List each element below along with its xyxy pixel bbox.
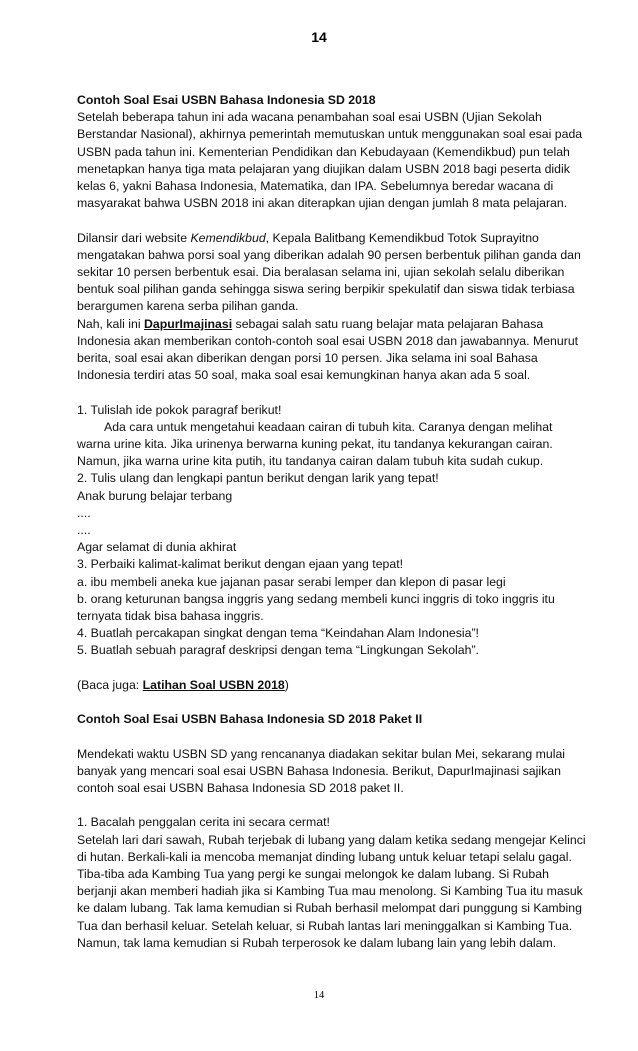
pantun-line-1: Anak burung belajar terbang bbox=[77, 488, 233, 503]
header-page-number: 14 bbox=[311, 29, 327, 45]
baca-juga-line bbox=[77, 677, 587, 694]
dapurimajinasi-link[interactable]: DapurImajinasi bbox=[143, 316, 233, 331]
spacer bbox=[77, 212, 587, 229]
question-1-text: Ada cara untuk mengetahui keadaan cairan di tubuh kita. Caranya dengan melihat warna urine kita. Jika urinenya berwarna kuning pekat, itu tandanya kekurangan cairan. Namun, jika warna urine kita putih, itu tandanya cairan dalam tubuh kita sudah cukup. bbox=[77, 419, 553, 469]
section1-title: Contoh Soal Esai USBN Bahasa Indonesia SD 2018 bbox=[77, 93, 376, 107]
question-1: 1. Tulislah ide pokok paragraf berikut! bbox=[77, 402, 282, 417]
question-3: 3. Perbaiki kalimat-kalimat berikut dengan ejaan yang tepat! bbox=[77, 557, 404, 572]
p2-text-a: Dilansir dari website bbox=[77, 230, 191, 245]
article-body bbox=[77, 92, 587, 952]
question-2: 2. Tulis ulang dan lengkapi pantun berikut dengan larik yang tepat! bbox=[77, 471, 439, 486]
section1-paragraph-2 bbox=[77, 230, 587, 316]
spacer bbox=[77, 660, 587, 677]
question-5: 5. Buatlah sebuah paragraf deskripsi dengan tema “Lingkungan Sekolah”. bbox=[77, 643, 479, 658]
spacer bbox=[77, 694, 587, 711]
baca-juga-suffix: ) bbox=[284, 677, 289, 692]
spacer bbox=[77, 728, 587, 745]
question-3-a: a. ibu membeli aneka kue jajanan pasar serabi lemper dan klepon di pasar legi bbox=[77, 574, 506, 589]
kemendikbud-italic: Kemendikbud bbox=[190, 230, 266, 245]
footer-page-number: 14 bbox=[313, 990, 325, 1001]
pantun-line-2: .... bbox=[77, 505, 91, 520]
p3-text-a: Nah, kali ini bbox=[77, 316, 144, 331]
spacer bbox=[77, 384, 587, 401]
section2-story: Setelah lari dari sawah, Rubah terjebak di lubang yang dalam ketika sedang mengejar Kelinci di hutan. Berkali-kali ia mencoba memanjat dinding lubang untuk keluar tetapi selalu gagal. Tiba-tiba ada Kambing Tua yang pergi ke sungai melongok ke dalam lubang. Si Rubah berjanji akan memberi hadiah jika si Kambing Tua mau menolong. Si Kambing Tua itu masuk ke dalam lubang. Tak lama kemudian si Rubah berhasil melompat dari punggung si Kambing Tua dan berhasil keluar. Setelah keluar, si Rubah lantas lari meninggalkan si Kambing Tua. Namun, tak lama kemudian si Rubah terperosok ke dalam lubang lain yang lebih dalam. bbox=[77, 832, 586, 950]
latihan-soal-link[interactable]: Latihan Soal USBN 2018 bbox=[142, 677, 285, 692]
question-4: 4. Buatlah percakapan singkat dengan tema “Keindahan Alam Indonesia”! bbox=[77, 626, 479, 641]
section1-paragraph-3 bbox=[77, 316, 587, 385]
section2-title: Contoh Soal Esai USBN Bahasa Indonesia SD 2018 Paket II bbox=[77, 712, 423, 727]
pantun-line-4: Agar selamat di dunia akhirat bbox=[77, 540, 237, 555]
baca-juga-prefix: (Baca juga: bbox=[77, 677, 143, 692]
section1-paragraph-1: Setelah beberapa tahun ini ada wacana penambahan soal esai USBN (Ujian Sekolah Berstandar Nasional), akhirnya pemerintah memutuskan untuk menggunakan soal esai pada USBN pada tahun ini. Kementerian Pendidikan dan Kebudayaan (Kemendikbud) pun telah menetapkan hanya tiga mata pelajaran yang diujikan dalam USBN 2018 bagi peserta didik kelas 6, yakni Bahasa Indonesia, Matematika, dan IPA. Sebelumnya beredar wacana di masyarakat bahwa USBN 2018 ini akan diterapkan ujian dengan jumlah 8 mata pelajaran. bbox=[77, 110, 583, 211]
section2-paragraph-1: Mendekati waktu USBN SD yang rencananya diadakan sekitar bulan Mei, sekarang mulai banyak yang mencari soal esai USBN Bahasa Indonesia. Berikut, DapurImajinasi sajikan contoh soal esai USBN Bahasa Indonesia SD 2018 paket II. bbox=[77, 746, 566, 796]
section2-question-1: 1. Bacalah penggalan cerita ini secara cermat! bbox=[77, 815, 330, 830]
p3-text-b: sebagai salah satu ruang belajar mata pelajaran Bahasa Indonesia akan memberikan contoh-contoh soal esai USBN 2018 dan jawabannya. Menurut berita, soal esai akan diberikan dengan porsi 10 persen. Jika selama ini soal Bahasa Indonesia terdiri atas 50 soal, maka soal esai kemungkinan hanya akan ada 5 soal. bbox=[77, 316, 579, 383]
p2-text-b: , Kepala Balitbang Kemendikbud Totok Suprayitno mengatakan bahwa porsi soal yang diberikan adalah 90 persen berbentuk pilihan ganda dan sekitar 10 persen berbentuk esai. Dia beralasan selama ini, ujian sekolah selalu diberikan bentuk soal pilihan ganda sehingga siswa sering berpikir spekulatif dan siswa tidak terbiasa berargumen karena serba pilihan ganda. bbox=[77, 230, 581, 314]
pantun-line-3: .... bbox=[77, 523, 91, 538]
spacer bbox=[77, 797, 587, 814]
question-3-b: b. orang keturunan bangsa inggris yang sedang membeli kunci inggris di toko inggris itu ternyata tidak bisa bahasa inggris. bbox=[77, 591, 555, 624]
